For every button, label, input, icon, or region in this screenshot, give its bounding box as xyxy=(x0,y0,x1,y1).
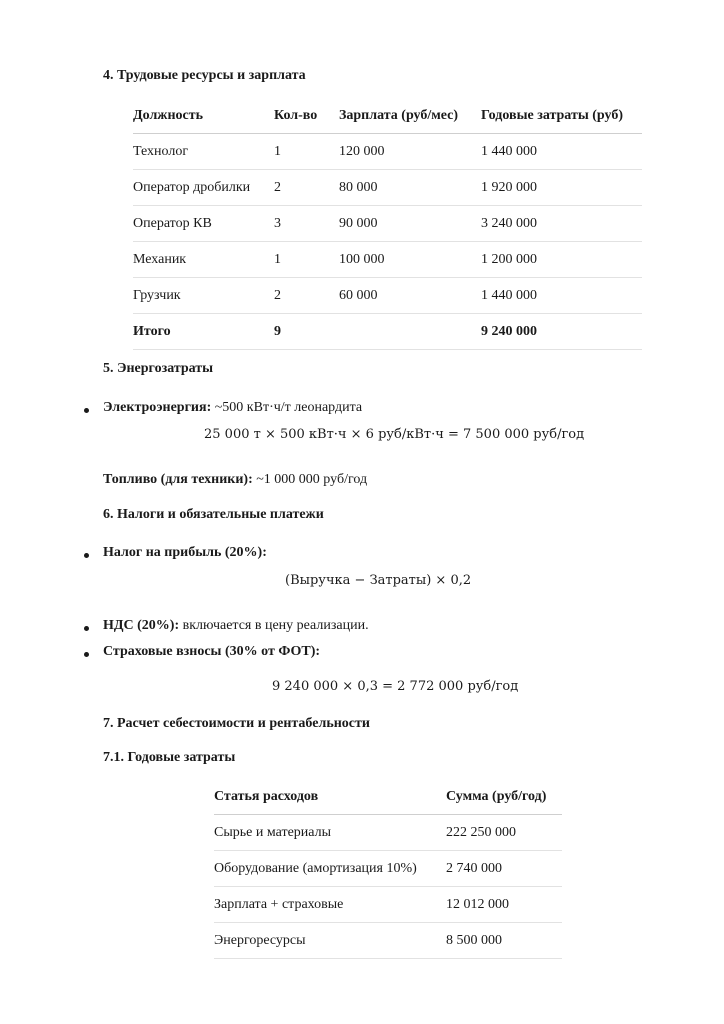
vat-label: НДС (20%): xyxy=(103,618,180,633)
vat-text: включается в цену реализации. xyxy=(179,618,369,633)
table-cell: 1 xyxy=(274,242,339,278)
table-cell: Зарплата + страховые xyxy=(214,887,446,923)
section-6-heading: 6. Налоги и обязательные платежи xyxy=(103,507,324,522)
labor-col-position: Должность xyxy=(133,98,274,134)
table-row xyxy=(214,887,562,923)
section-7-heading: 7. Расчет себестоимости и рентабельности xyxy=(103,716,370,731)
electricity-text: ~500 кВт·ч/т леонардита xyxy=(211,400,363,415)
table-cell: 2 740 000 xyxy=(446,851,562,887)
labor-table xyxy=(133,98,642,350)
table-cell: 90 000 xyxy=(339,206,481,242)
labor-col-annual: Годовые затраты (руб) xyxy=(481,98,642,134)
table-row xyxy=(214,851,562,887)
table-cell: 3 240 000 xyxy=(481,206,642,242)
fuel-label: Топливо (для техники): xyxy=(103,472,253,487)
section-4-heading: 4. Трудовые ресурсы и зарплата xyxy=(103,68,306,83)
table-cell: 120 000 xyxy=(339,134,481,170)
table-cell: 222 250 000 xyxy=(446,815,562,851)
table-cell: 1 xyxy=(274,134,339,170)
table-row xyxy=(214,923,562,959)
table-row xyxy=(133,278,642,314)
fuel-item xyxy=(103,472,367,488)
electricity-formula: 25 000 т × 500 кВт·ч × 6 руб/кВт·ч = 7 500 000 руб/год xyxy=(204,427,585,442)
costs-col-item: Статья расходов xyxy=(214,779,446,815)
table-cell: 1 920 000 xyxy=(481,170,642,206)
table-row xyxy=(133,242,642,278)
costs-col-amount: Сумма (руб/год) xyxy=(446,779,562,815)
table-cell: 60 000 xyxy=(339,278,481,314)
vat-item xyxy=(103,618,369,634)
table-cell: Грузчик xyxy=(133,278,274,314)
fuel-text: ~1 000 000 руб/год xyxy=(252,472,368,487)
labor-table-header-row xyxy=(133,98,642,134)
table-total-row xyxy=(133,314,642,350)
costs-table xyxy=(214,779,562,959)
bullet-dot xyxy=(84,553,89,558)
bullet-dot xyxy=(84,626,89,631)
profit-tax-label: Налог на прибыль (20%): xyxy=(103,545,267,560)
labor-col-salary: Зарплата (руб/мес) xyxy=(339,98,481,134)
profit-tax-formula: (Выручка − Затраты) × 0,2 xyxy=(285,573,472,588)
table-row xyxy=(133,134,642,170)
section-7-1-heading: 7.1. Годовые затраты xyxy=(103,750,236,765)
costs-table-header-row xyxy=(214,779,562,815)
table-cell: Технолог xyxy=(133,134,274,170)
bullet-dot xyxy=(84,408,89,413)
section-5-heading: 5. Энергозатраты xyxy=(103,361,214,376)
total-annual: 9 240 000 xyxy=(481,314,642,350)
table-cell: 80 000 xyxy=(339,170,481,206)
table-cell: 1 440 000 xyxy=(481,134,642,170)
labor-col-count: Кол-во xyxy=(274,98,339,134)
table-cell: 8 500 000 xyxy=(446,923,562,959)
table-cell: 2 xyxy=(274,278,339,314)
insurance-label: Страховые взносы (30% от ФОТ): xyxy=(103,644,321,659)
table-cell: 100 000 xyxy=(339,242,481,278)
table-cell: Оператор дробилки xyxy=(133,170,274,206)
electricity-item xyxy=(103,400,362,416)
table-cell: Оператор КВ xyxy=(133,206,274,242)
table-cell: Сырье и материалы xyxy=(214,815,446,851)
insurance-formula: 9 240 000 × 0,3 = 2 772 000 руб/год xyxy=(272,679,519,694)
total-label: Итого xyxy=(133,314,274,350)
table-cell: Механик xyxy=(133,242,274,278)
total-count: 9 xyxy=(274,314,339,350)
table-cell: 2 xyxy=(274,170,339,206)
table-row xyxy=(214,815,562,851)
table-row xyxy=(133,206,642,242)
table-cell: Оборудование (амортизация 10%) xyxy=(214,851,446,887)
table-cell: 1 200 000 xyxy=(481,242,642,278)
table-row xyxy=(133,170,642,206)
total-salary xyxy=(339,314,481,350)
table-cell: 12 012 000 xyxy=(446,887,562,923)
table-cell: 1 440 000 xyxy=(481,278,642,314)
bullet-dot xyxy=(84,652,89,657)
table-cell: 3 xyxy=(274,206,339,242)
electricity-label: Электроэнергия: xyxy=(103,400,212,415)
table-cell: Энергоресурсы xyxy=(214,923,446,959)
